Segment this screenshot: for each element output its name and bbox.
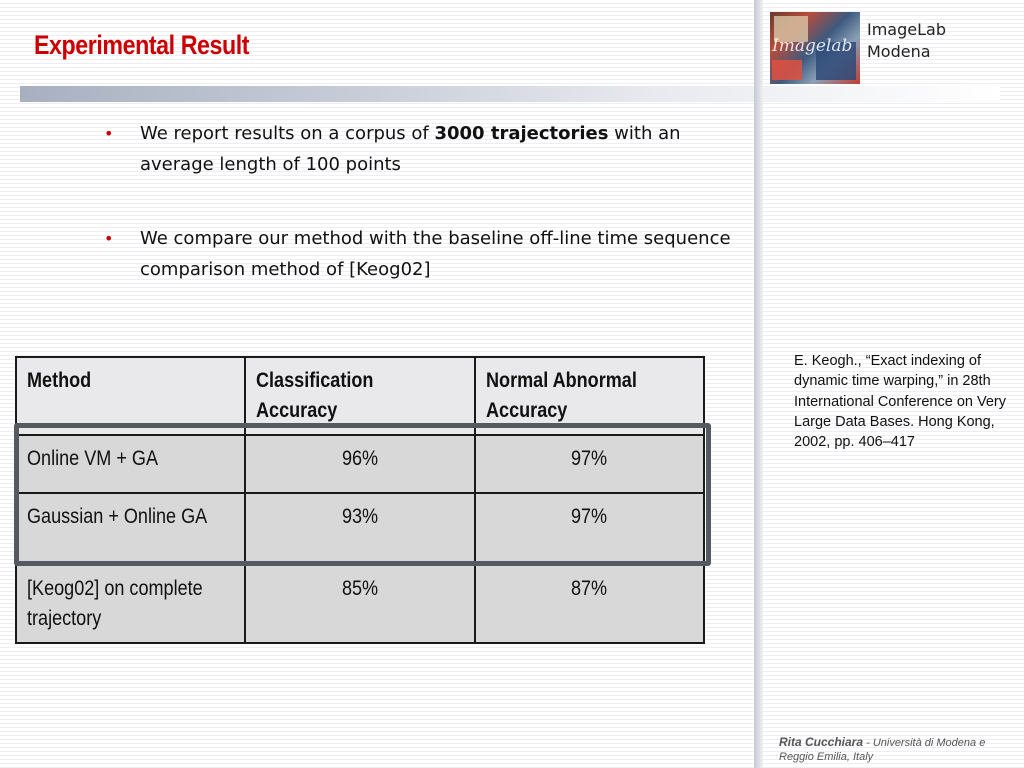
cell-method: Online VM + GA	[16, 435, 245, 493]
lab-name-line1: ImageLab	[867, 20, 946, 39]
footer-separator: -	[863, 737, 873, 749]
bullet-text: We compare our method with the baseline off-line time sequence comparison method of [Keog02]	[140, 228, 731, 280]
cell-method: [Keog02] on complete trajectory	[16, 565, 245, 643]
table-row	[16, 565, 704, 643]
table-row	[16, 493, 704, 565]
table-header-row	[16, 357, 704, 435]
header-normal-abnormal: Normal Abnormal Accuracy	[475, 357, 704, 435]
footer-credit	[779, 735, 1009, 764]
bullet-item	[104, 223, 734, 285]
bullet-list	[104, 118, 734, 328]
cell-normal-abnormal: 97%	[475, 493, 704, 565]
vertical-divider	[754, 0, 763, 768]
footer-author: Rita Cucchiara	[779, 735, 864, 749]
cell-normal-abnormal: 87%	[475, 565, 704, 643]
slide-title: Experimental Result	[34, 30, 250, 60]
cell-normal-abnormal: 97%	[475, 435, 704, 493]
header-classification: Classification Accuracy	[245, 357, 474, 435]
logo-tile	[772, 60, 802, 80]
bullet-bold-text: 3000 trajectories	[434, 123, 609, 144]
table-row	[16, 435, 704, 493]
reference-citation: E. Keogh., “Exact indexing of dynamic time warping,” in 28th International Conference on Very Large Data Bases. Hong Kong, 2002, pp. 406–417	[794, 353, 1006, 451]
bullet-item	[104, 118, 734, 180]
header-bar	[20, 86, 1000, 102]
header-method: Method	[16, 357, 245, 435]
bullet-text: with an average length of 100 points	[140, 123, 681, 175]
bullet-dot-icon: •	[104, 229, 114, 248]
logo-word: Imagelab	[772, 36, 853, 56]
cell-classification: 96%	[245, 435, 474, 493]
results-table	[15, 356, 705, 644]
cell-classification: 85%	[245, 565, 474, 643]
footer-affiliation: Università di Modena e Reggio Emilia, Italy	[779, 737, 986, 763]
bullet-text: We report results on a corpus of	[140, 123, 435, 144]
cell-method: Gaussian + Online GA	[16, 493, 245, 565]
lab-name-line2: Modena	[867, 42, 931, 61]
bullet-dot-icon: •	[104, 124, 114, 143]
cell-classification: 93%	[245, 493, 474, 565]
imagelab-logo	[770, 12, 860, 84]
lab-name	[867, 19, 946, 63]
